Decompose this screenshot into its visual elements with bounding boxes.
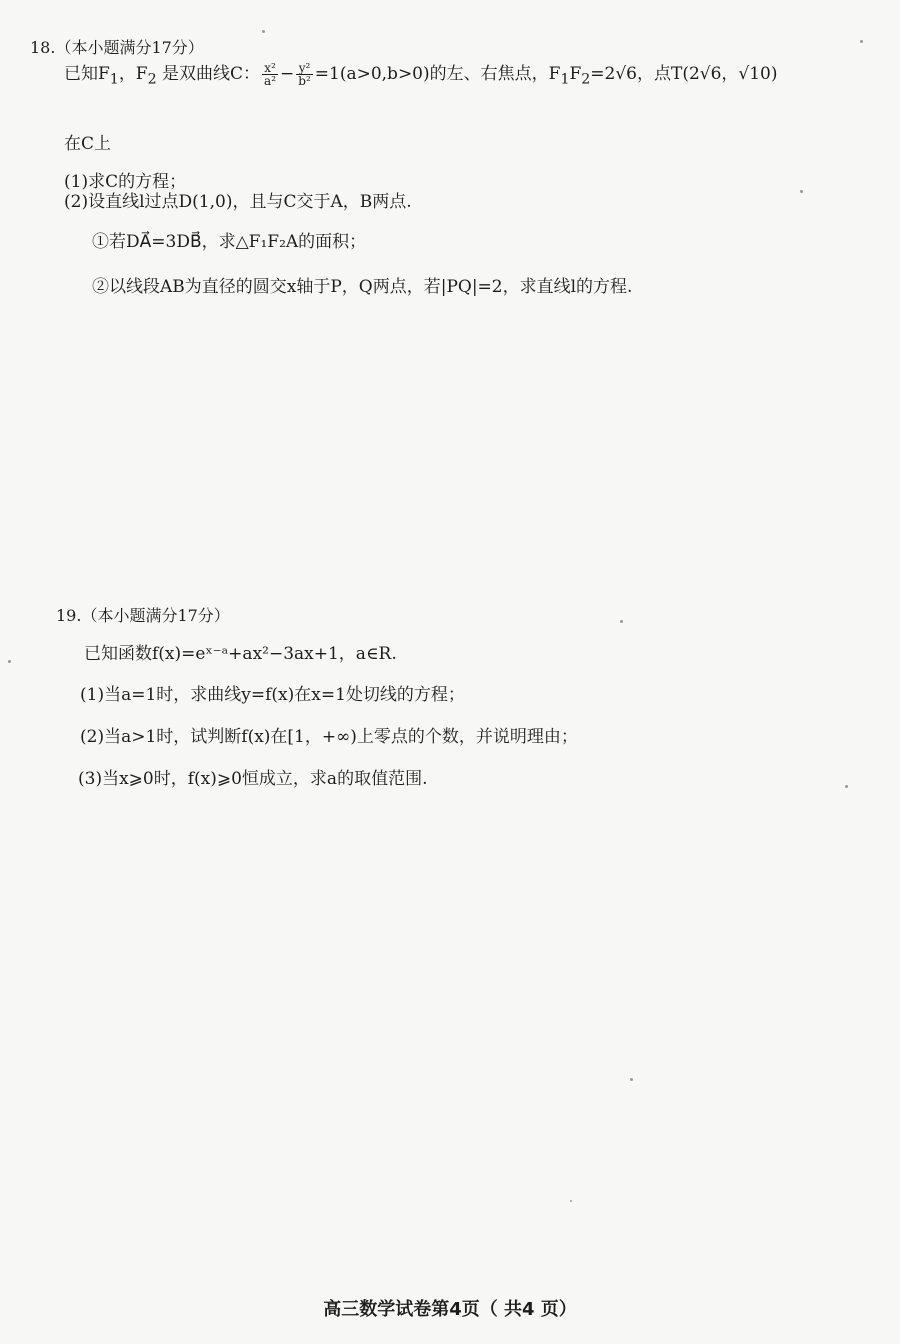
- q18-l1-c: 是双曲线C：: [156, 64, 261, 84]
- q18-frac2-num: y²: [296, 62, 313, 75]
- q19-part3: [78, 767, 427, 791]
- scan-speck: [262, 30, 265, 33]
- q19-part2-text: (2)当a>1时，试判断f(x)在[1，+∞)上零点的个数，并说明理由；: [80, 727, 578, 747]
- q18-l1-e: F: [569, 64, 582, 84]
- q18-l1-sub1: 1: [109, 71, 119, 88]
- q18-part2-1-text: ①若DA⃗=3DB⃗，求△F₁F₂A的面积；: [92, 232, 367, 252]
- q18-part2-2: [92, 275, 632, 299]
- q18-frac1-num: x²: [262, 62, 278, 75]
- footer-text: 高三数学试卷第4页（ 共4 页）: [323, 1299, 577, 1320]
- scan-speck: [8, 660, 11, 663]
- q18-frac2-den: b²: [298, 74, 311, 88]
- q18-frac1-den: a²: [264, 74, 277, 88]
- q18-line2: [64, 132, 111, 156]
- q19-header-text: 19.（本小题满分17分）: [56, 606, 230, 625]
- q18-l1-d: =1(a>0,b>0)的左、右焦点，F: [314, 64, 561, 84]
- q18-l1-a: 已知F: [64, 64, 110, 84]
- q18-line2-text: 在C上: [64, 134, 112, 154]
- q19-part1: [80, 683, 465, 707]
- q18-frac2: [296, 62, 313, 87]
- q18-minus: −: [280, 64, 295, 84]
- q18-part2-2-text: ②以线段AB为直径的圆交x轴于P，Q两点，若|PQ|=2，求直线l的方程.: [92, 277, 633, 297]
- scan-speck: [570, 1200, 572, 1202]
- q19-header: [56, 604, 230, 628]
- scan-speck: [845, 785, 848, 788]
- scan-speck: [800, 190, 803, 193]
- q18-part2-1: [92, 230, 366, 254]
- q18-l1-sub2: 2: [147, 71, 157, 88]
- q19-line1: [84, 642, 397, 666]
- q18-header: [30, 36, 204, 60]
- q18-part2-text: (2)设直线l过点D(1,0)，且与C交于A，B两点.: [64, 192, 412, 212]
- q18-l1-f: =2√6，点T(2√6，√10): [590, 64, 778, 84]
- q18-part1-text: (1)求C的方程；: [64, 172, 187, 192]
- q18-frac1: [262, 62, 278, 87]
- scan-speck: [860, 40, 863, 43]
- page-footer: [0, 1295, 900, 1321]
- scan-speck: [620, 620, 623, 623]
- q19-part2: [80, 725, 578, 749]
- scan-speck: [630, 1078, 633, 1081]
- q18-part2: [64, 190, 412, 214]
- q19-part1-text: (1)当a=1时，求曲线y=f(x)在x=1处切线的方程；: [80, 685, 465, 705]
- q18-l1-sub4: 2: [581, 71, 591, 88]
- q18-header-text: 18.（本小题满分17分）: [30, 38, 204, 57]
- q19-part3-text: (3)当x⩾0时，f(x)⩾0恒成立，求a的取值范围.: [78, 769, 428, 789]
- q18-l1-sub3: 1: [560, 71, 570, 88]
- q19-line1-text: 已知函数f(x)=eˣ⁻ᵃ+ax²−3ax+1，a∈R.: [84, 644, 397, 664]
- q18-l1-b: ，F: [118, 64, 148, 84]
- q18-line1: [64, 62, 778, 91]
